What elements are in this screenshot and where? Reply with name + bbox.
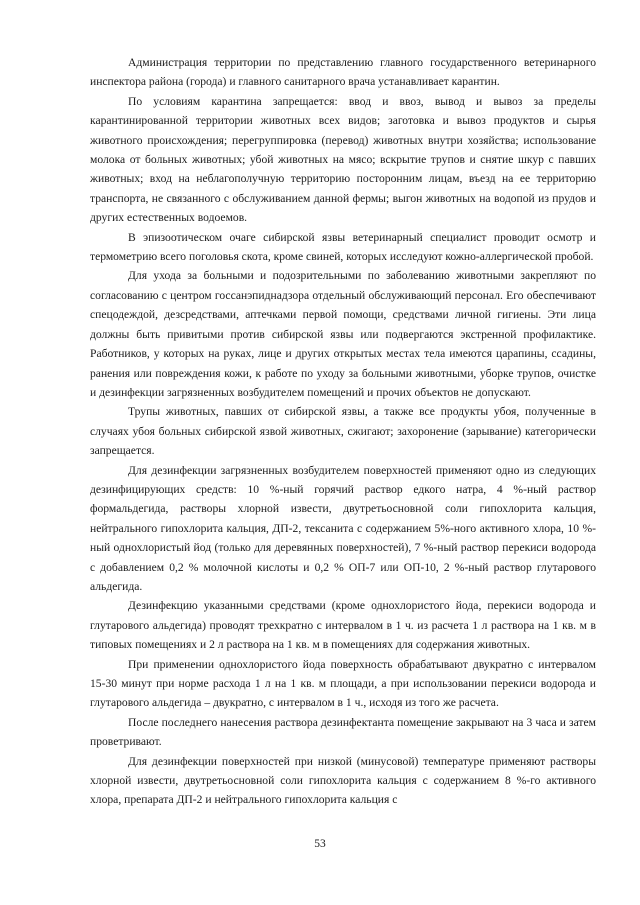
paragraph-disinfection-procedure: Дезинфекцию указанными средствами (кроме однохлористого йода, перекиси водорода и глутарового альдегида) проводят трехкратно с интервалом в 1 ч. из расчета 1 л раствора на 1 кв. м в типовых помещениях и 2 л раствора на 1 кв. м в помещениях для содержания животных. — [90, 599, 596, 652]
paragraph-low-temperature: Для дезинфекции поверхностей при низкой (минусовой) температуре применяют растворы хлорной извести, двутретьосновной соли гипохлорита кальция с содержанием 8 %-го активного хлора, препарата ДП-2 и нейтрального гипохлорита кальция с — [90, 754, 596, 807]
paragraph-quarantine-restrictions: По условиям карантина запрещается: ввод и ввоз, вывод и вывоз за пределы карантинированной территории животных всех видов; заготовка и вывоз продуктов и сырья животного происхождения; перегруппировка (перевод) животных внутри хозяйства; использование молока от больных животных; убой животных на мясо; вскрытие трупов и снятие шкур с павших животных; вход на неблагополучную территорию посторонним лицам, въезд на ее территорию транспорта, не связанного с обслуживанием данной фермы; выгон животных на водопой из прудов и других естественных водоемов. — [90, 94, 596, 225]
paragraph-quarantine-authority: Администрация территории по представлению главного государственного ветеринарного инспектора района (города) и главного санитарного врача устанавливает карантин. — [90, 56, 596, 89]
paragraph-ventilation: После последнего нанесения раствора дезинфектанта помещение закрывают на 3 часа и затем проветривают. — [90, 715, 596, 749]
paragraph-staff: Для ухода за больными и подозрительными по заболеванию животными закрепляют по согласованию с центром госсанэпиднадзора отдельный обслуживающий персонал. Его обеспечивают спецодеждой, дезсредствами, аптечками первой помощи, средствами личной гигиены. Эти лица должны быть привитыми против сибирской язвы или подвергаются экстренной профилактике. Работников, у которых на руках, лице и других открытых местах тела имеются царапины, ссадины, ранения или повреждения кожи, к работе по уходу за больными животными, уборке трупов, очистке и дезинфекции загрязненных возбудителем помещений и прочих объектов не допускают. — [90, 269, 596, 399]
paragraph-iodine-application: При применении однохлористого йода поверхность обрабатывают двукратно с интервалом 15-30 минут при норме расхода 1 л на 1 кв. м площади, а при использовании перекиси водорода и глутарового альдегида – двукратно, с интервалом в 1 ч., исходя из того же расчета. — [90, 657, 596, 710]
paragraph-disinfectants: Для дезинфекции загрязненных возбудителем поверхностей применяют одно из следующих дезинфицирующих средств: 10 %-ный горячий раствор едкого натра, 4 %-ный раствор формальдегида, растворы хлорной извести, двутретьосновной соли гипохлорита кальция, нейтрального гипохлорита кальция, ДП-2, тексанита с содержанием 5%-ного активного хлора, 10 %- ный однохлористый йод (только для деревянных поверхностей), 7 %-ный раствор перекиси водорода с добавлением 0,2 % молочной кислоты и 0,2 % ОП-7 или ОП-10, 2 %-ный раствор глутарового альдегида. — [90, 463, 596, 593]
body-text — [90, 53, 596, 810]
paragraph-carcasses: Трупы животных, павших от сибирской язвы, а также все продукты убоя, полученные в случаях убоя больных сибирской язвой животных, сжигают; захоронение (зарывание) категорически запрещается. — [90, 405, 596, 458]
paragraph-examination: В эпизоотическом очаге сибирской язвы ветеринарный специалист проводит осмотр и термометрию всего поголовья скота, кроме свиней, которых исследуют кожно-аллергической пробой. — [90, 230, 596, 264]
page-number: 53 — [314, 838, 326, 850]
